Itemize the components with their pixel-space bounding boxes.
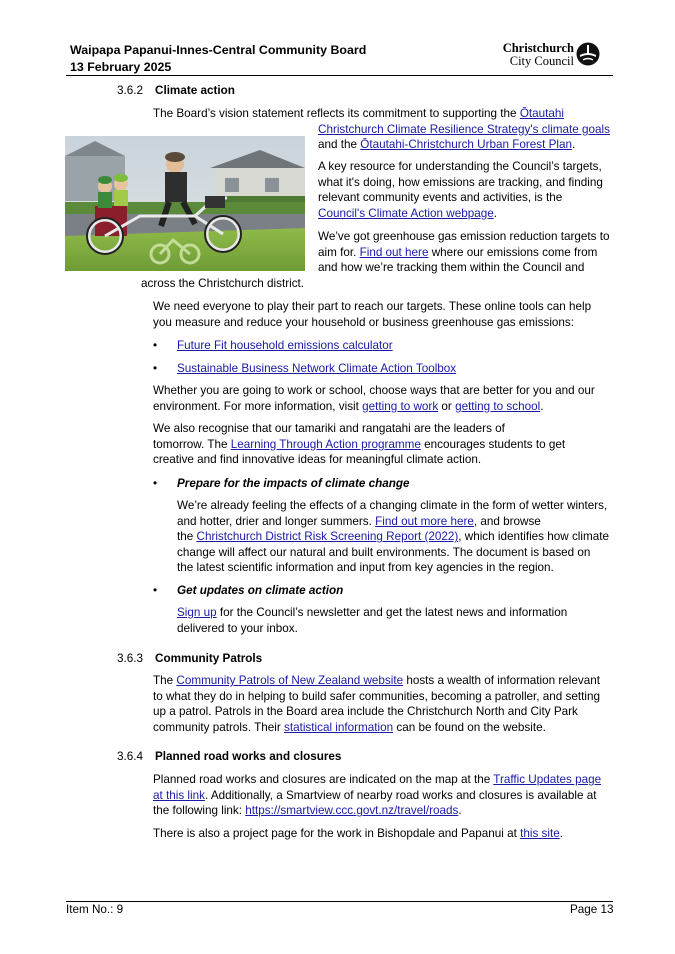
text: We also recognise that our tamariki and rangatahi are the leaders of [153, 422, 505, 435]
text: We’ve got greenhouse gas emission reduction targets to [318, 230, 610, 243]
link-this-site[interactable]: this site [520, 827, 560, 840]
section-3-6-3-heading [117, 651, 262, 667]
text: you measure and reduce your household or business greenhouse gas emissions: [153, 315, 575, 329]
logo-line2: City Council [509, 54, 574, 68]
link-future-fit-calculator[interactable]: Future Fit household emissions calculator [177, 339, 393, 352]
link-smartview-roads[interactable]: https://smartview.ccc.govt.nz/travel/roads [245, 804, 459, 818]
section-number: 3.6.3 [117, 652, 143, 665]
subheading-prepare-title: Prepare for the impacts of climate change [177, 477, 410, 490]
para-project-page [153, 826, 613, 842]
section-title: Planned road works and closures [155, 750, 342, 763]
section-title: Community Patrols [155, 652, 263, 665]
link-community-patrols-website[interactable]: Community Patrols of New Zealand website [176, 674, 404, 687]
section-title: Climate action [155, 84, 235, 97]
subheading-updates-title: Get updates on climate action [177, 584, 344, 597]
text: , which identifies how climate [458, 530, 609, 544]
link-urban-forest-plan[interactable]: Ōtautahi-Christchurch Urban Forest Plan [360, 138, 573, 152]
link-traffic-updates-page[interactable]: Traffic Updates page [493, 773, 602, 786]
text: and how we’re tracking them within the Council and [318, 261, 585, 275]
link-find-out-here[interactable]: Find out here [359, 245, 429, 259]
text: . [458, 804, 462, 818]
para-road-works [153, 772, 613, 819]
section-3-6-4-heading [117, 749, 341, 765]
text: . [493, 206, 497, 220]
link-statistical-information[interactable]: statistical information [284, 720, 394, 734]
text: to what they do in helping to build safer communities, becoming a patroller, and setting [153, 689, 600, 703]
text: creative and find innovative ideas for meaningful climate action. [153, 453, 482, 467]
text: The [153, 674, 177, 687]
link-getting-to-school[interactable]: getting to school [455, 399, 541, 413]
text: relevant community events and activities, is the [318, 191, 563, 205]
text: We’re already feeling the effects of a changing climate in the form of wetter winters, [177, 499, 608, 512]
link-getting-to-work[interactable]: getting to work [362, 399, 439, 413]
text: . Additionally, a Smartview of nearby road works and closures is available at [204, 788, 597, 802]
footer-page-number: Page 13 [570, 903, 614, 916]
section-3-6-2-heading [117, 83, 235, 99]
text: Planned road works and closures are indicated on the map at the [153, 773, 494, 786]
text: , and browse [473, 514, 541, 528]
link-climate-resilience-strategy[interactable]: Christchurch Climate Resilience Strategy's climate goals [318, 122, 610, 136]
header-rule [66, 75, 613, 76]
board-name: Waipapa Papanui-Innes-Central Community Board [70, 43, 367, 57]
link-sign-up[interactable]: Sign up [177, 606, 217, 619]
section-number: 3.6.4 [117, 750, 143, 763]
text: the [177, 530, 197, 544]
footer-item-number: Item No.: 9 [66, 903, 124, 916]
text: . [572, 138, 576, 152]
text: environment. For more information, visit [153, 399, 363, 413]
para-tamariki [153, 421, 613, 468]
para-targets [318, 229, 618, 276]
text: for the Council’s newsletter and get the latest news and information [216, 606, 568, 619]
text: tomorrow. The [153, 437, 231, 451]
text: aim for. [318, 245, 360, 259]
text: change will affect our natural and built environments. The document is based on [177, 545, 591, 559]
link-otautahi[interactable]: Ōtautahi [519, 107, 564, 120]
para-vision [153, 106, 613, 122]
bullet-dot: • [153, 584, 158, 597]
para-work-school [153, 383, 613, 414]
para-targets-end: across the Christchurch district. [141, 276, 305, 290]
text: . [559, 827, 563, 840]
text: or [438, 399, 456, 413]
text: can be found on the website. [393, 720, 546, 734]
text: where our emissions come from [428, 245, 598, 259]
link-learning-through-action[interactable]: Learning Through Action programme [230, 437, 421, 451]
text: up a patrol. Patrols in the Board area include the Christchurch North and City Park [153, 705, 578, 719]
bullet-dot: • [153, 362, 158, 375]
para-vision-cont [318, 122, 618, 153]
text: . [540, 399, 544, 413]
para-key-resource [318, 159, 618, 221]
text: A key resource for understanding the Council’s targets, [318, 160, 602, 173]
photo-family-cargo-bike [65, 136, 305, 271]
section-number: 3.6.2 [117, 84, 143, 97]
text: We need everyone to play their part to reach our targets. These online tools can help [153, 300, 592, 313]
text: There is also a project page for the work in Bishopdale and Papanui at [153, 827, 521, 840]
text: encourages students to get [420, 437, 566, 451]
footer-rule [66, 901, 613, 902]
bullet-dot: • [153, 339, 158, 352]
text: Whether you are going to work or school, choose ways that are better for you and our [153, 384, 595, 397]
text: what it's doing, how emissions are tracking, and finding [318, 175, 603, 189]
para-prepare [177, 498, 617, 576]
meeting-date: 13 February 2025 [70, 60, 172, 74]
text: The Board’s vision statement reflects its commitment to supporting the [153, 107, 520, 120]
link-at-this-link[interactable]: at this link [153, 788, 205, 802]
bullet-dot: • [153, 477, 158, 490]
text: community patrols. Their [153, 720, 284, 734]
text: and hotter, drier and longer summers. [177, 514, 376, 528]
text: the latest scientific information and input from key agencies in the region. [177, 561, 554, 575]
logo-line1: Christchurch [502, 41, 574, 55]
link-risk-screening-report[interactable]: Christchurch District Risk Screening Report (2022) [196, 530, 459, 544]
para-updates [177, 605, 617, 636]
text: delivered to your inbox. [177, 621, 298, 635]
para-everyone [153, 299, 613, 330]
text: hosts a wealth of information relevant [403, 674, 600, 687]
council-logo [498, 42, 608, 70]
council-emblem-icon [576, 42, 600, 66]
header-title [70, 42, 366, 76]
text: the following link: [153, 804, 246, 818]
link-sbn-climate-toolbox[interactable]: Sustainable Business Network Climate Action Toolbox [177, 362, 457, 375]
para-community-patrols [153, 673, 613, 735]
text: and the [318, 138, 361, 152]
link-climate-action-webpage[interactable]: Council's Climate Action webpage [318, 206, 494, 220]
link-find-out-more-here[interactable]: Find out more here [375, 514, 474, 528]
